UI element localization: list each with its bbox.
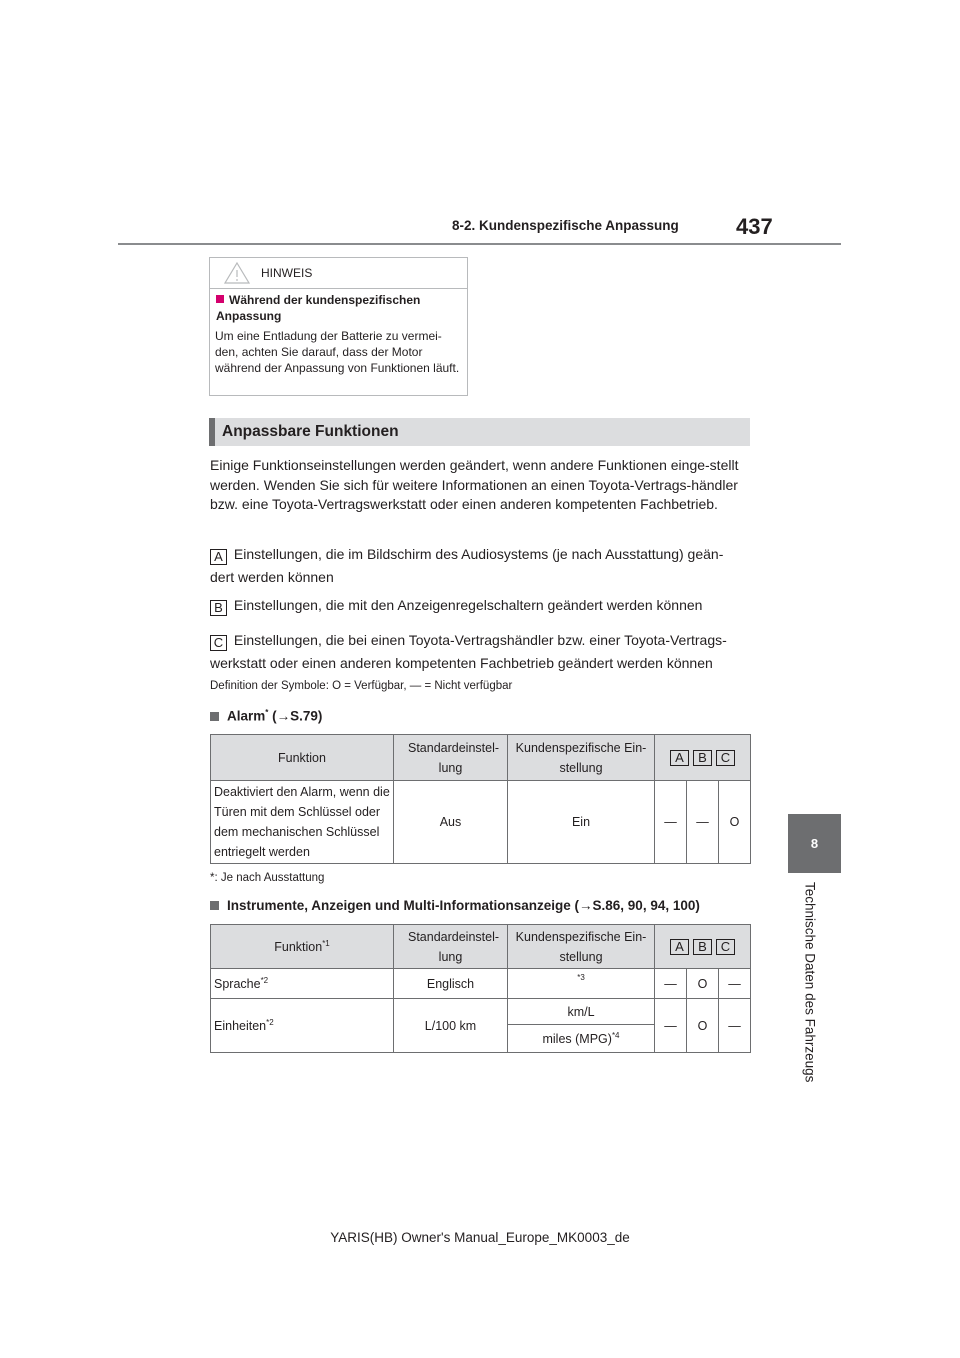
notice-title: HINWEIS <box>261 266 313 280</box>
table-row <box>211 999 751 1025</box>
legend-a: A Einstellungen, die im Bildschirm des Audiosystems (je nach Ausstattung) geän- <box>210 545 755 565</box>
chapter-label <box>795 882 825 1092</box>
footnote: *: Je nach Ausstattung <box>210 872 325 884</box>
instruments-table <box>210 924 751 1053</box>
cell-funktion: Einheiten$^{*2}$ <box>211 999 394 1053</box>
cell-custom: Ein <box>508 781 655 864</box>
header-standard: Standardeinstel-lung <box>394 925 508 969</box>
cell-custom-1: km/L <box>508 999 655 1025</box>
cell-c: — <box>719 999 751 1053</box>
header-abc <box>655 925 751 969</box>
legend-a-cont: dert werden können <box>210 569 334 585</box>
table-header-row <box>211 735 751 781</box>
section2-heading: Instrumente, Anzeigen und Multi-Informationsanzeige (→S.86, 90, 94, 100) <box>210 898 700 913</box>
letter-b-box: B <box>210 600 227 616</box>
table-header-row <box>211 925 751 969</box>
header-rule <box>118 243 841 245</box>
header-funktion: Funktion$^{*1}$ <box>211 925 394 969</box>
cell-a: — <box>655 999 687 1053</box>
letter-b-box: B <box>693 750 712 766</box>
intro-paragraph: Einige Funktionseinstellungen werden geändert, wenn andere Funktionen einge-stellt werden. Wenden Sie sich für weitere Informationen an einen Toyota-Vertrags-händler bzw. eine Toyota-Vertragswerkstatt oder einen anderen kompetenten Fachbetrieb. <box>210 457 739 512</box>
notice-body: Um eine Entladung der Batterie zu vermei-den, achten Sie darauf, dass der Motor während der Anpassung von Funktionen läuft. <box>215 329 460 375</box>
symbols-note: Definition der Symbole: O = Verfügbar, — = Nicht verfügbar <box>210 680 513 692</box>
cell-standard: Aus <box>394 781 508 864</box>
cell-custom: *3 <box>508 969 655 999</box>
chapter-label-text: Technische Daten des Fahrzeugs <box>802 882 818 1083</box>
section-banner <box>209 418 750 446</box>
cell-c: — <box>719 969 751 999</box>
notice-header <box>210 258 467 289</box>
cell-a: — <box>655 781 687 864</box>
legend-b: B Einstellungen, die mit den Anzeigenregelschaltern geändert werden können <box>210 596 755 616</box>
letter-c-box: C <box>210 635 227 651</box>
cell-funktion: Sprache$^{*2}$ <box>211 969 394 999</box>
cell-b: — <box>687 781 719 864</box>
letter-a-box: A <box>210 549 227 565</box>
cell-a: — <box>655 969 687 999</box>
cell-custom-2: miles (MPG)$^{*4}$ <box>508 1025 655 1053</box>
square-bullet-icon <box>216 295 224 303</box>
warning-triangle-icon <box>224 262 250 284</box>
letter-b-box: B <box>693 939 712 955</box>
legend-c-cont: werkstatt oder einen anderen kompetenten Fachbetrieb geändert werden können <box>210 655 713 671</box>
table-row <box>211 781 751 864</box>
square-bullet-icon <box>210 712 219 721</box>
cell-standard: L/100 km <box>394 999 508 1053</box>
section-title: 8-2. Kundenspezifische Anpassung <box>452 218 679 233</box>
letter-c-box: C <box>716 750 735 766</box>
cell-c: O <box>719 781 751 864</box>
letter-c-box: C <box>716 939 735 955</box>
table-row <box>211 969 751 999</box>
notice-subtitle: Während der kundenspezifischen Anpassung <box>216 293 421 323</box>
cell-standard: Englisch <box>394 969 508 999</box>
cell-b: O <box>687 969 719 999</box>
page-number: 437 <box>736 214 773 239</box>
header-standard: Standardeinstel-lung <box>394 735 508 781</box>
header-custom: Kundenspezifische Ein-stellung <box>508 735 655 781</box>
square-bullet-icon <box>210 901 219 910</box>
alarm-table <box>210 734 751 864</box>
cell-b: O <box>687 999 719 1053</box>
section1-heading: Alarm* (→S.79) <box>210 708 322 724</box>
banner-title: Anpassbare Funktionen <box>222 423 399 440</box>
letter-a-box: A <box>670 750 689 766</box>
cell-funktion: Deaktiviert den Alarm, wenn die Türen mit dem Schlüssel oder dem mechanischen Schlüssel entriegelt werden <box>211 781 394 864</box>
legend-c: C Einstellungen, die bei einen Toyota-Vertragshändler bzw. einer Toyota-Vertrags- <box>210 631 755 651</box>
chapter-tab: 8 <box>788 814 841 873</box>
header-abc <box>655 735 751 781</box>
header-funktion: Funktion <box>211 735 394 781</box>
letter-a-box: A <box>670 939 689 955</box>
banner-bar <box>209 418 215 446</box>
header-custom: Kundenspezifische Ein-stellung <box>508 925 655 969</box>
notice-box <box>209 257 468 396</box>
footer: YARIS(HB) Owner's Manual_Europe_MK0003_de <box>330 1230 630 1245</box>
